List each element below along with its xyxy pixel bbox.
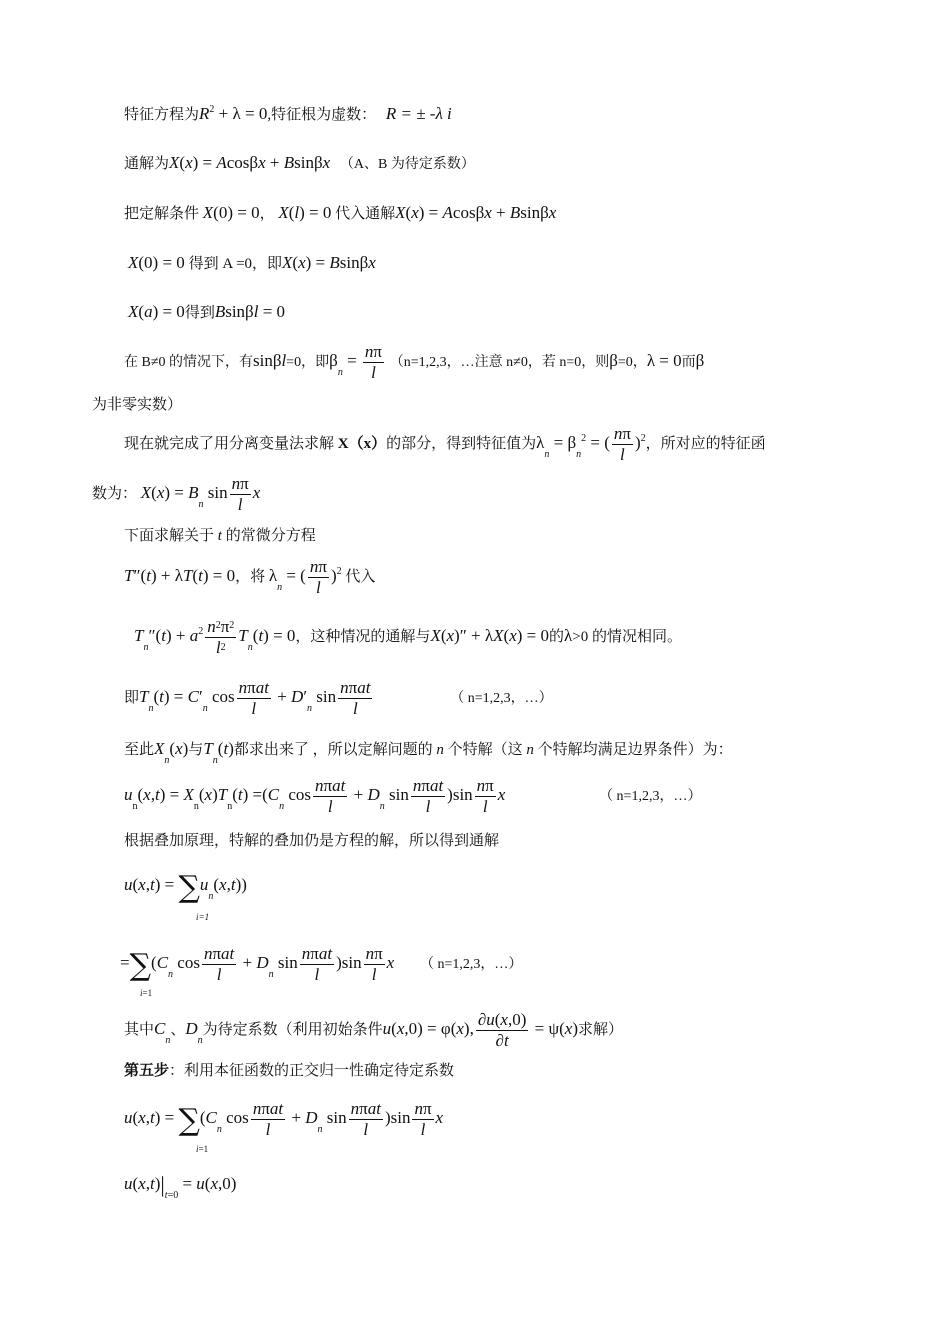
text: ,特征根为虚数： xyxy=(267,107,377,123)
text: ， xyxy=(259,206,275,222)
text: X（x） xyxy=(337,435,387,452)
text: ，这种情况的通解与 xyxy=(295,628,431,645)
line-general-solution xyxy=(124,153,475,174)
text: 数为： xyxy=(92,485,138,502)
text: ，所对应的特征函 xyxy=(645,435,766,452)
formula: $\lambda_n$ = ( $\frac{n\pi}{l}$ )$^2$ xyxy=(268,557,342,597)
line-step-five xyxy=(124,1062,454,1080)
formula: Bsinβl = 0 xyxy=(214,302,286,321)
line-particular-solutions xyxy=(124,739,733,766)
formula: $C_n$ xyxy=(154,1018,171,1046)
formula: $D_n$ xyxy=(185,1018,203,1046)
text: （ n=1,2,3，…） xyxy=(599,788,702,804)
text: 至此 xyxy=(124,742,155,758)
text: （ n=1,2,3，…） xyxy=(450,690,553,706)
formula: $T_n(t) = C'_n$ cos nπat l + $D'_n$ sin nπat l xyxy=(139,678,371,718)
text: 的部分，得到特征值为 xyxy=(386,435,537,452)
text: 个特解（这 xyxy=(447,742,523,758)
line-eigenfunction xyxy=(92,474,260,514)
text: =0，即 xyxy=(286,354,330,370)
formula: λ xyxy=(564,625,573,645)
formula: u(x,0) = φ(x), $\frac{\partial u(x,0)}{\partial t}$ = ψ(x) xyxy=(382,1010,578,1050)
formula: $u(x,t) = \sum u_n(x,t)$) xyxy=(124,870,247,905)
line-eigenvalue-condition xyxy=(124,342,704,382)
formula: $X_n(x)$ xyxy=(154,739,189,766)
text: 求解） xyxy=(578,1021,624,1038)
formula: X(x) = Acosβx + Bsinβx xyxy=(169,153,331,172)
text: 根据叠加原理，特解的叠加仍是方程的解，所以得到通解 xyxy=(124,833,500,849)
text: t xyxy=(217,528,222,544)
formula: $=\sum(C_n$ cos nπat l + $D_n$ sin nπat l )sin $\frac{n\pi}{l}$ x xyxy=(120,944,395,984)
text: 的常微分方程 xyxy=(225,528,316,544)
text: 其中 xyxy=(124,1021,155,1038)
text: 得到 A =0，即 xyxy=(188,256,283,272)
formula: sinβl xyxy=(253,350,287,370)
line-ode-t xyxy=(124,557,375,597)
text: 下面求解关于 xyxy=(124,528,215,544)
text: 现在就完成了用分离变量法求解 xyxy=(124,435,335,452)
formula: X(0) = 0 xyxy=(202,203,260,222)
formula: $R^2 + \lambda = 0$ xyxy=(199,104,268,123)
text: 都求出来了 ，所以定解问题的 xyxy=(233,742,433,758)
text: （ n=1,2,3，…） xyxy=(419,956,523,972)
formula: X(a) = 0 xyxy=(128,302,185,321)
text: >0 的情况相同。 xyxy=(572,628,682,645)
line-coefficients xyxy=(124,1010,623,1050)
formula: $X(x) = B_n$ sin $\frac{n\pi}{l}$ x xyxy=(140,474,261,514)
formula: $T_n(t)$ xyxy=(203,739,234,766)
formula: R = ± -λ i xyxy=(385,104,452,123)
text: ，将 xyxy=(235,568,266,585)
line-xa xyxy=(128,302,285,322)
text: 个特解均满足边界条件）为： xyxy=(537,742,733,758)
text: 即 xyxy=(124,689,140,706)
text: 为非零实数） xyxy=(92,397,183,413)
line-u-series xyxy=(124,1099,443,1139)
text: n xyxy=(526,742,534,758)
text: ：利用本征函数的正交归一性确定待定系数 xyxy=(169,1063,455,1079)
line-eigenvalues xyxy=(124,424,766,464)
sum-index: i=1 xyxy=(140,988,153,998)
line-sum-un xyxy=(124,870,247,906)
text: 把定解条件 xyxy=(124,206,200,222)
text: （A、B 为待定系数） xyxy=(339,157,475,172)
text: 、 xyxy=(170,1021,186,1038)
text: 通解为 xyxy=(124,156,170,172)
sum-index: i=1 xyxy=(196,912,210,922)
text: 代入通解 xyxy=(335,206,396,222)
text: 代入 xyxy=(345,568,376,585)
text: 在 B≠0 的情况下，有 xyxy=(124,354,254,370)
formula: X(x)″ + λX(x) = 0 xyxy=(430,625,549,645)
formula: X(x) = Acosβx + Bsinβx xyxy=(395,203,557,222)
line-x0 xyxy=(128,253,376,273)
line-characteristic-equation xyxy=(124,104,452,124)
formula: X(0) = 0 xyxy=(128,253,185,272)
line-solve-t xyxy=(124,527,316,545)
line-superposition xyxy=(124,832,499,850)
line-ode-substituted xyxy=(134,617,682,657)
text: n xyxy=(436,742,444,758)
formula: $T_n''(t) + a^2$ $\frac{n^2\pi^2}{l2}$ $T_n(t) = 0$ xyxy=(134,617,296,657)
formula: β xyxy=(695,350,705,370)
formula: $\beta_n$ = $\frac{n\pi}{l}$ xyxy=(329,342,383,382)
formula: $u_n(x,t) = X_n(x)T_n(t) =(C_n$ cos nπat l + $D_n$ sin nπat l )sin $\frac{n\pi}{l}$ x xyxy=(124,776,506,816)
line-sum-expanded xyxy=(120,944,522,984)
formula: X(l) = 0 xyxy=(278,203,332,222)
formula: β xyxy=(609,350,618,370)
line-nonzero-real xyxy=(92,396,182,414)
line-un xyxy=(124,776,701,816)
sum-index: i=1 xyxy=(196,1144,209,1154)
formula: T″(t) + λT(t) = 0 xyxy=(124,565,236,585)
formula: λ = 0 xyxy=(646,350,682,370)
formula: $\lambda_n = \beta_n^2$ = ( $\frac{n\pi}{l}$ )$^2$ xyxy=(536,424,646,464)
text: 第五步 xyxy=(124,1063,170,1079)
text: 为待定系数（利用初始条件 xyxy=(202,1021,383,1038)
text: 而 xyxy=(681,354,696,370)
line-tn-solution xyxy=(124,678,553,718)
text: 与 xyxy=(188,742,204,758)
line-boundary-conditions xyxy=(124,203,556,223)
text: （n=1,2,3，…注意 n≠0，若 n=0，则 xyxy=(389,354,610,370)
text: =0， xyxy=(617,354,647,370)
line-u-at-t0 xyxy=(124,1172,237,1201)
text: 得到 xyxy=(184,305,215,321)
text: 特征方程为 xyxy=(124,107,200,123)
formula: $u(x,t) = \sum(C_n$ cos nπat l + $D_n$ sin nπat l )sin $\frac{n\pi}{l}$ x xyxy=(124,1099,444,1139)
formula: $u(x,t)|_{t=0} = u(x,0)$ xyxy=(124,1172,237,1201)
text: 的 xyxy=(548,628,564,645)
formula: X(x) = Bsinβx xyxy=(282,253,376,272)
